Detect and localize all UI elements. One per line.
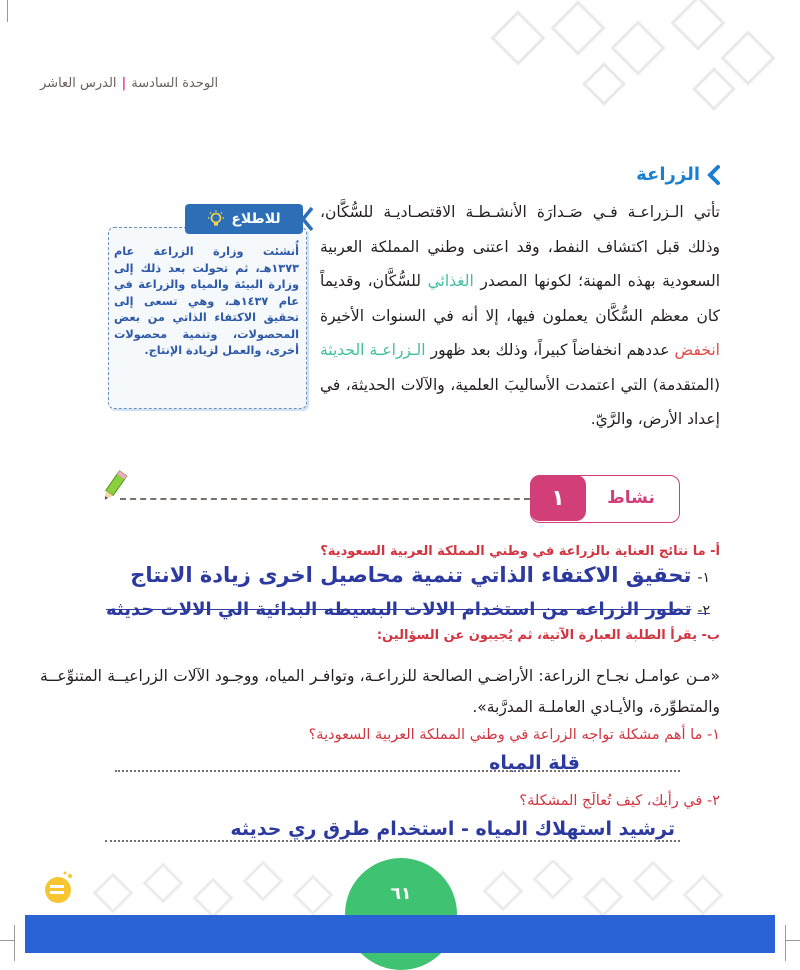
- footer-bar: [25, 915, 775, 953]
- activity-divider: [120, 498, 540, 500]
- pencil-icon: [94, 468, 132, 506]
- crop-mark: [14, 925, 15, 961]
- answer-line: [105, 840, 680, 842]
- page-number-badge: [345, 858, 457, 970]
- question-b1: ١- ما أهم مشكلة تواجه الزراعة في وطني المملكة العربية السعودية؟: [308, 727, 720, 743]
- answer-text: تطور الزراعه من استخدام الالات البسيطه البدائية الي الالات حديثه: [105, 599, 692, 620]
- lightbulb-icon: [207, 210, 225, 228]
- info-text: أُنشئت وزارة الزراعة عام ١٣٧٣هـ، ثم تحولت بعد ذلك إلى وزارة البيئة والمياه والزراعة في عام ١٤٣٧هـ، وهي تسعى إلى تحقيق الاكتفاء الذاتي من بعض المحصولات، وتنمية محصولات أخرى، والعمل لزيادة الإنتاج.: [114, 245, 300, 357]
- crop-mark: [0, 940, 14, 941]
- highlight-term: الـزراعـة الحديثة: [320, 341, 426, 359]
- answer-b1: قلة المياه: [489, 752, 580, 774]
- answer-number: ١-: [697, 570, 710, 586]
- paragraph-text: تأتي الـزراعـة فـي صَـدارَة الأنشـطـة الاقتصـاديـة للسُّكَّان، وذلك قبل اكتشاف النفط، وقد اعتنى وطني المملكة العربية السعودية بهذه المهنة؛ لكونها المصدر: [320, 203, 721, 290]
- publisher-logo: [40, 868, 80, 908]
- answer-1: [20, 563, 710, 587]
- quote-text: «مـن عوامـل نجـاح الزراعة: الأراضـي الصالحة للزراعـة، وتوافـر المياه، ووجـود الآلات الزراعيــة المتنوِّعــة والمتطوِّرة، والأيـادي العاملـة المدرَّبة».: [40, 667, 720, 716]
- instruction-b: ب- يقرأ الطلبة العبارة الآتية، ثم يُجيبون عن السؤالين:: [376, 628, 720, 643]
- question-a: أ- ما نتائج العناية بالزراعة في وطني المملكة العربية السعودية؟: [320, 544, 720, 559]
- info-tag-label: للاطلاع: [231, 211, 281, 227]
- paragraph-text: للسُّكَّان، وقديماً كان معظم السُّكَّان يعملون فيها، إلا أنه في السنوات الأخيرة: [320, 272, 720, 325]
- activity-number: ١: [530, 475, 586, 521]
- page-number: ٦١: [390, 884, 412, 904]
- answer-2: [20, 599, 710, 620]
- header-separator: |: [121, 76, 127, 91]
- section-heading: [636, 164, 720, 185]
- unit-label: الوحدة السادسة: [131, 76, 219, 91]
- main-paragraph: [320, 195, 720, 437]
- answer-line: [115, 770, 680, 772]
- answer-text: تحقيق الاكتفاء الذاتي تنمية محاصيل اخرى زيادة الانتاج: [130, 563, 692, 587]
- crop-mark: [7, 0, 8, 22]
- highlight-term: انخفض: [674, 341, 720, 359]
- question-b2: ٢- في رأيك، كيف تُعالَج المشكلة؟: [519, 793, 720, 809]
- lesson-label: الدرس العاشر: [40, 76, 117, 91]
- section-title: الزراعة: [636, 164, 700, 185]
- answer-b2: ترشيد استهلاك المياه - استخدام طرق ري حديثه: [230, 818, 675, 840]
- answer-number: ٢-: [697, 603, 710, 619]
- decorative-pattern: [470, 0, 800, 120]
- paragraph-text: عددهم انخفاضاً كبيراً، وذلك بعد ظهور: [425, 341, 675, 359]
- chevron-left-icon: [706, 165, 720, 185]
- highlight-term: الغذائي: [427, 272, 474, 290]
- crop-mark: [785, 925, 786, 961]
- crop-mark: [786, 940, 800, 941]
- page-header: [40, 76, 290, 91]
- chevron-left-icon: [300, 206, 314, 232]
- info-tag: [185, 204, 303, 234]
- activity-label: نشاط: [607, 488, 655, 508]
- paragraph-text: (المتقدمة) التي اعتمدت الأساليبَ العلمية، والآلات الحديثة، في إعداد الأرض، والرَّيّ.: [320, 375, 720, 428]
